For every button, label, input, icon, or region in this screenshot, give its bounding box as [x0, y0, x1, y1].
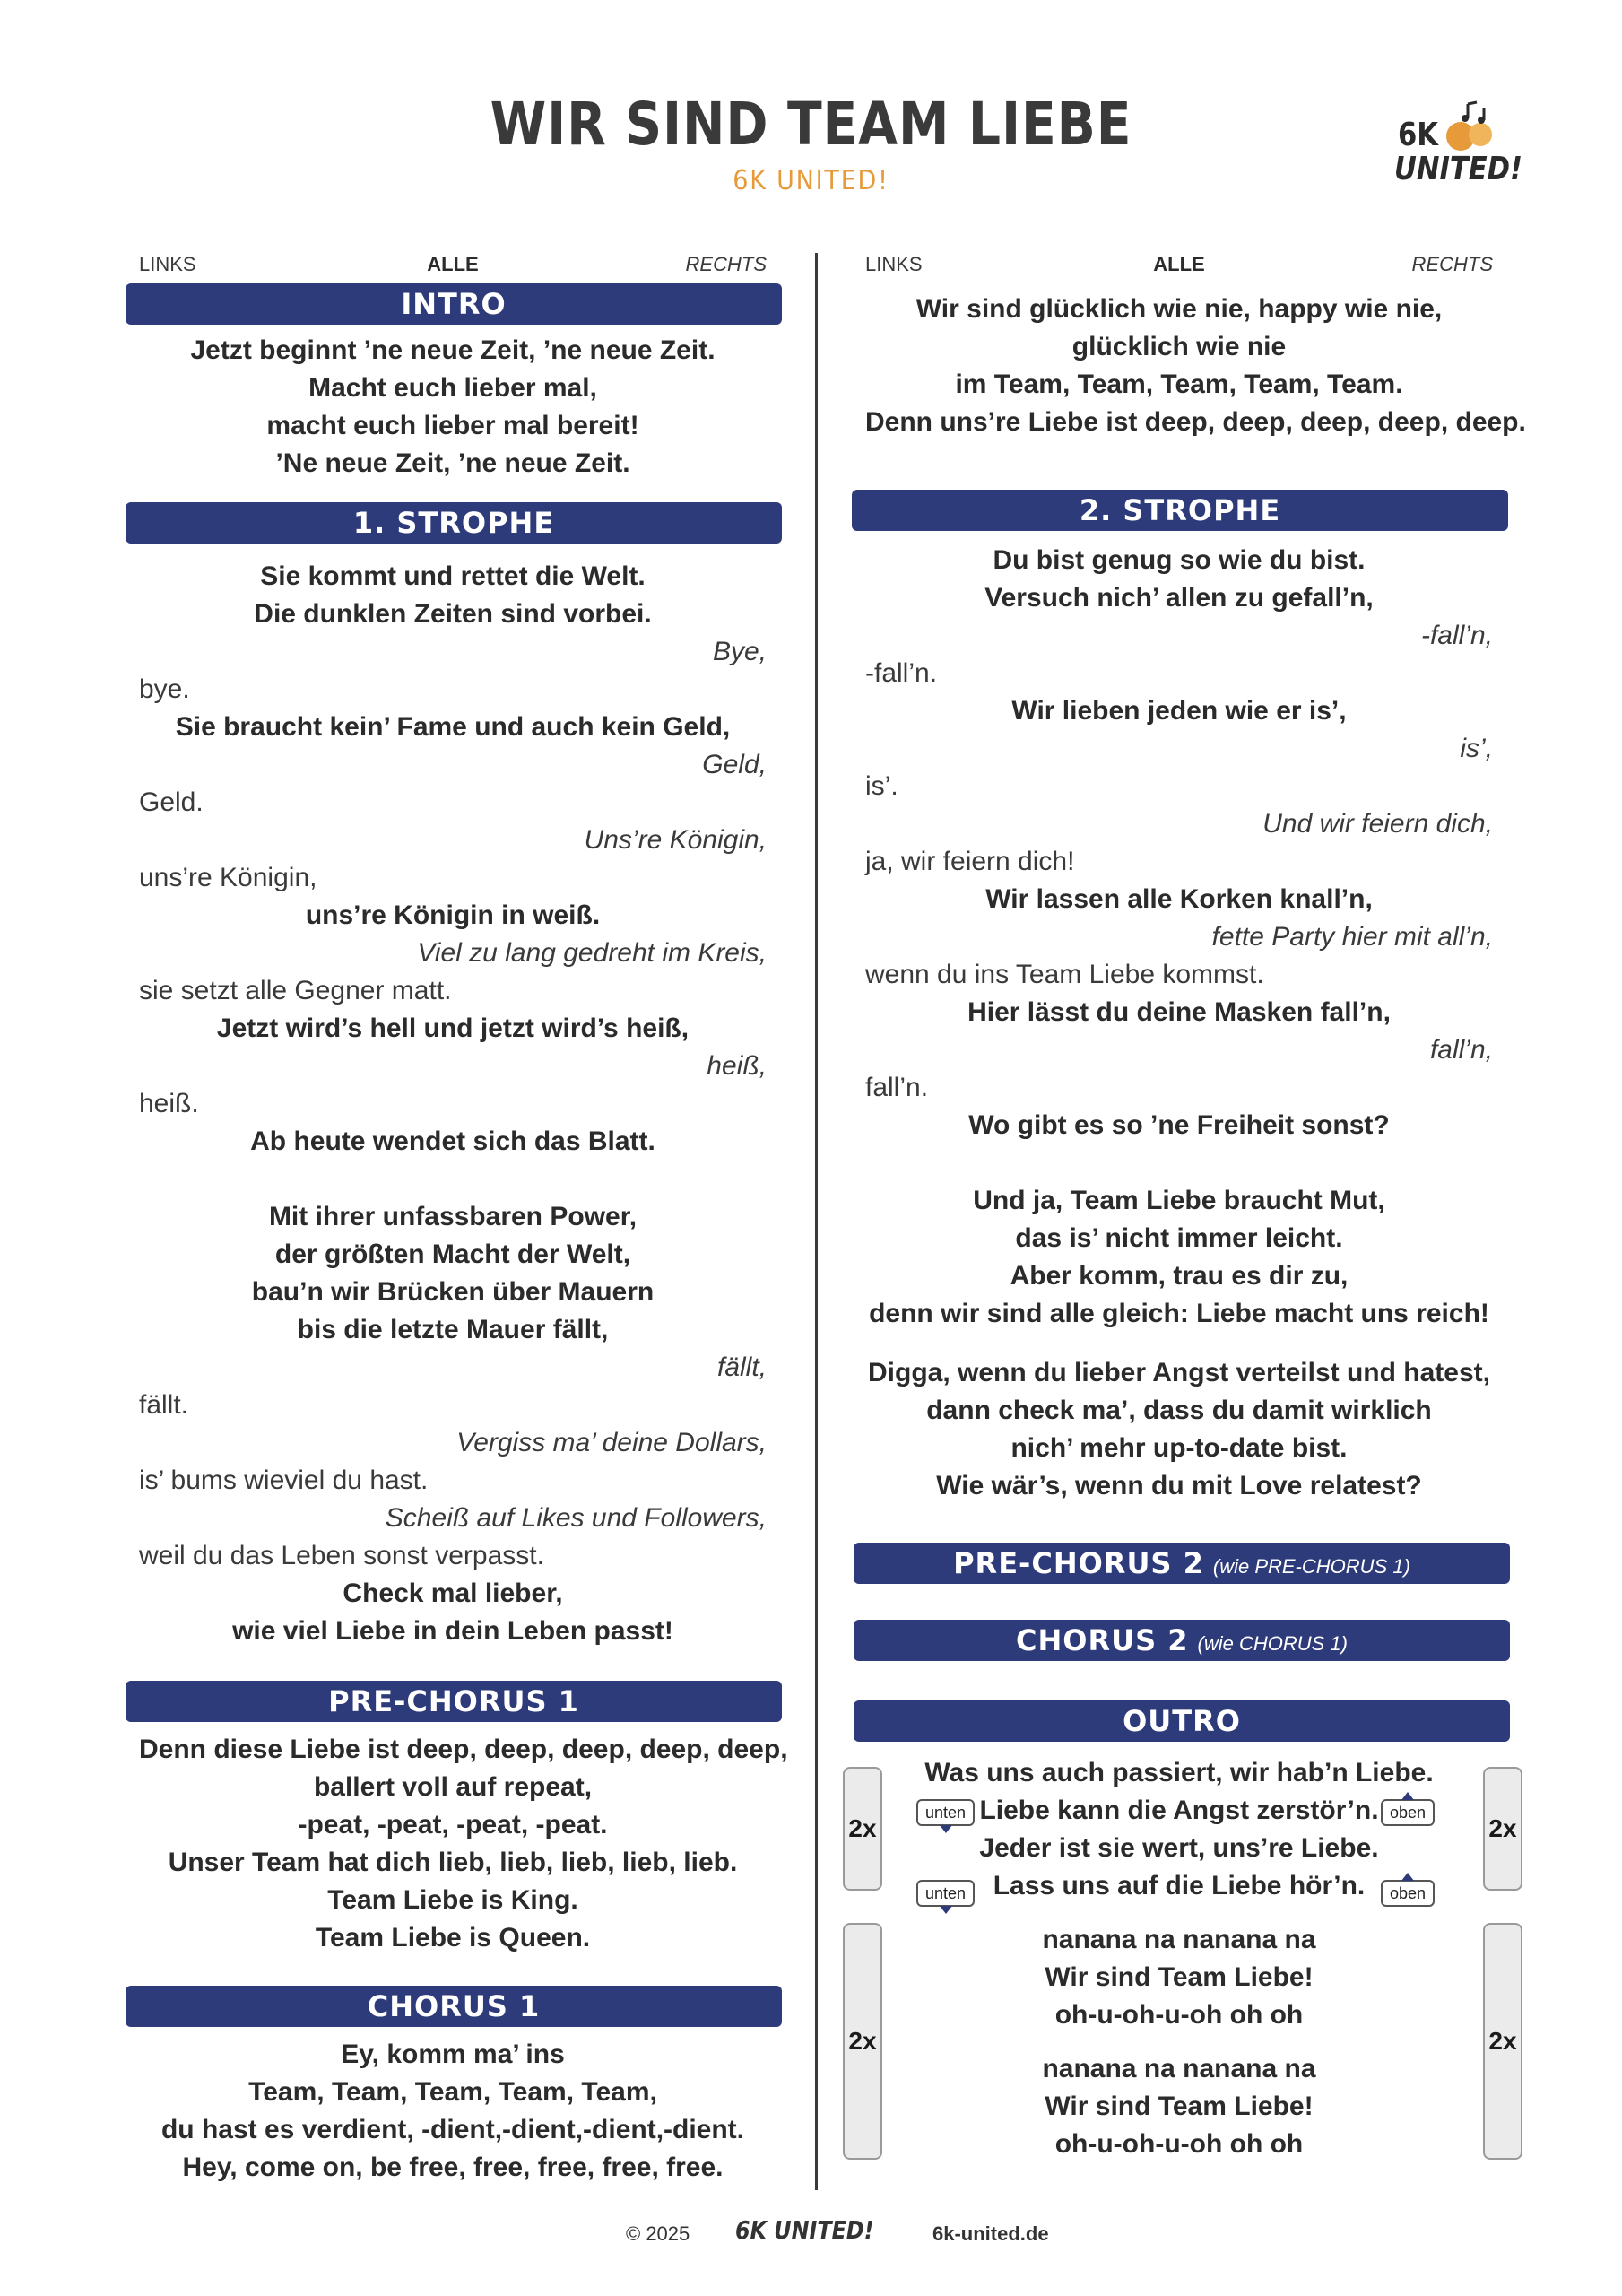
- lyric-line: nanana na nanana na: [1042, 2054, 1316, 2083]
- lyric-line: das is’ nicht immer leicht.: [1015, 1223, 1343, 1253]
- lyric-line: fall’n.: [865, 1073, 929, 1102]
- lyric-line: Ab heute wendet sich das Blatt.: [250, 1126, 655, 1156]
- lyric-line: Denn diese Liebe ist deep, deep, deep, deep, deep,: [139, 1735, 788, 1764]
- lyric-line: Und ja, Team Liebe braucht Mut,: [973, 1186, 1385, 1215]
- brand-logo: [1394, 99, 1522, 188]
- lyric-line: Team Liebe is Queen.: [315, 1923, 591, 1952]
- lyric-line: Check mal lieber,: [343, 1578, 563, 1608]
- lyric-line: der größten Macht der Welt,: [274, 1239, 631, 1269]
- lyric-line: Digga, wenn du lieber Angst verteilst und hatest,: [868, 1358, 1490, 1387]
- lyric-line: fällt.: [139, 1390, 189, 1420]
- arrow-down-icon: [940, 1906, 952, 1914]
- lyric-line: Aber komm, trau es dir zu,: [1010, 1261, 1349, 1291]
- lyric-line: Geld.: [139, 787, 204, 817]
- lyric-line: Wie wär’s, wenn du mit Love relatest?: [936, 1471, 1422, 1500]
- section-note: (wie CHORUS 1): [1197, 1632, 1348, 1655]
- lyric-line: Vergiss ma’ deine Dollars,: [456, 1428, 767, 1457]
- section-title: PRE-CHORUS 2: [953, 1546, 1204, 1580]
- lyric-line: wie viel Liebe in dein Leben passt!: [232, 1616, 673, 1646]
- lyric-line: Jeder ist sie wert, uns’re Liebe.: [979, 1833, 1379, 1863]
- lyric-line: dann check ma’, dass du damit wirklich: [926, 1396, 1432, 1425]
- lyric-line: Wir lassen alle Korken knall’n,: [985, 884, 1373, 914]
- lyric-line: Wir sind glücklich wie nie, happy wie nie,: [915, 294, 1443, 324]
- colhead-alle: ALLE: [427, 253, 479, 275]
- lyric-line: oh-u-oh-u-oh oh oh: [1054, 2000, 1304, 2030]
- lyric-line: ballert voll auf repeat,: [313, 1772, 593, 1802]
- lyric-line: Denn uns’re Liebe ist deep, deep, deep, deep, deep.: [865, 407, 1526, 437]
- section-title: 2. STROPHE: [1079, 493, 1281, 527]
- lyric-line: is’ bums wieviel du hast.: [139, 1465, 429, 1495]
- lyric-line: Lass uns auf die Liebe hör’n.: [993, 1871, 1366, 1900]
- lyric-line: Jetzt wird’s hell und jetzt wird’s heiß,: [216, 1013, 690, 1043]
- lyric-line: Hier lässt du deine Masken fall’n,: [967, 997, 1391, 1027]
- colhead-rechts: RECHTS: [1411, 253, 1493, 275]
- tag-label: oben: [1390, 1804, 1427, 1822]
- lyric-line: Team, Team, Team, Team, Team,: [248, 2077, 657, 2107]
- website-link[interactable]: 6k-united.de: [932, 2222, 1049, 2245]
- lyric-line: Du bist genug so wie du bist.: [993, 545, 1366, 575]
- lyric-line: fall’n,: [1429, 1035, 1493, 1065]
- section-strophe-2: [852, 490, 1508, 531]
- copyright: © 2025: [626, 2222, 690, 2245]
- song-subtitle: 6K UNITED!: [733, 165, 889, 196]
- lyric-line: bis die letzte Mauer fällt,: [297, 1315, 609, 1344]
- repeat-count: 2x: [848, 1814, 877, 1842]
- section-pre-chorus-2: [854, 1543, 1510, 1584]
- song-title: WIR SIND TEAM LIEBE: [490, 90, 1132, 159]
- lyric-line: sie setzt alle Gegner matt.: [139, 976, 452, 1005]
- lyric-line: denn wir sind alle gleich: Liebe macht uns reich!: [869, 1299, 1489, 1328]
- lyric-line: Hey, come on, be free, free, free, free, free.: [182, 2152, 724, 2182]
- lyric-line: bau’n wir Brücken über Mauern: [251, 1277, 655, 1307]
- lyric-line: weil du das Leben sonst verpasst.: [139, 1541, 544, 1570]
- lyric-line: nanana na nanana na: [1042, 1925, 1316, 1954]
- lyric-line: ’Ne neue Zeit, ’ne neue Zeit.: [275, 448, 630, 478]
- lyric-line: -fall’n.: [865, 658, 938, 688]
- section-strophe-1: [126, 502, 782, 544]
- colhead-links: LINKS: [865, 253, 923, 275]
- colhead-rechts: RECHTS: [685, 253, 767, 275]
- colhead-alle: ALLE: [1153, 253, 1205, 275]
- music-note-icon: [1441, 99, 1504, 152]
- lyric-line: Sie kommt und rettet die Welt.: [260, 561, 646, 591]
- lyric-line: Und wir feiern dich,: [1262, 809, 1493, 839]
- lyric-line: du hast es verdient, -dient,-dient,-dient,-dient.: [160, 2115, 745, 2144]
- footer: [0, 2215, 1622, 2251]
- lyric-line: oh-u-oh-u-oh oh oh: [1054, 2129, 1304, 2159]
- lyric-line: -peat, -peat, -peat, -peat.: [298, 1810, 608, 1839]
- lyric-line: Wir lieben jeden wie er is’,: [1011, 696, 1347, 726]
- colhead-links: LINKS: [139, 253, 196, 275]
- lyric-line: Wir sind Team Liebe!: [1045, 2092, 1314, 2121]
- lyric-line: Geld,: [702, 750, 767, 779]
- lyric-line: Scheiß auf Likes und Followers,: [385, 1503, 767, 1533]
- lyric-line: Unser Team hat dich lieb, lieb, lieb, lieb, lieb.: [168, 1848, 738, 1877]
- section-chorus-1: [126, 1986, 782, 2027]
- right-column-head: [865, 253, 1493, 280]
- lyric-line: Uns’re Königin,: [584, 825, 767, 855]
- lyric-line: heiß,: [707, 1051, 767, 1081]
- repeat-count: 2x: [1488, 1814, 1517, 1842]
- column-divider: [815, 253, 818, 2190]
- lyric-line: bye.: [139, 674, 190, 704]
- footer-logo: 6K UNITED!: [735, 2215, 874, 2245]
- lyric-line: uns’re Königin,: [139, 863, 317, 892]
- lyric-line: Was uns auch passiert, wir hab’n Liebe.: [924, 1758, 1434, 1787]
- lyric-line: Wir sind Team Liebe!: [1045, 1962, 1314, 1992]
- section-title: PRE-CHORUS 1: [328, 1684, 579, 1718]
- section-pre-chorus-1: [126, 1681, 782, 1722]
- tag-label: unten: [925, 1884, 967, 1902]
- lyric-line: glücklich wie nie: [1071, 332, 1287, 361]
- lyric-line: nich’ mehr up-to-date bist.: [1010, 1433, 1348, 1463]
- lyric-line: Liebe kann die Angst zerstör’n.: [979, 1796, 1379, 1825]
- section-title: INTRO: [401, 287, 507, 321]
- section-title: CHORUS 2: [1015, 1623, 1189, 1657]
- lyric-line: Versuch nich’ allen zu gefall’n,: [984, 583, 1374, 613]
- tag-label: oben: [1390, 1884, 1427, 1902]
- lyric-line: Team Liebe is King.: [327, 1885, 578, 1915]
- tag-label: unten: [925, 1804, 967, 1822]
- lyric-line: Bye,: [712, 637, 767, 666]
- repeat-count: 2x: [848, 2027, 877, 2055]
- lyric-line: macht euch lieber mal bereit!: [266, 411, 639, 440]
- lyric-line: ja, wir feiern dich!: [865, 847, 1075, 876]
- section-chorus-2: [854, 1620, 1510, 1661]
- logo-text-top: 6K: [1398, 117, 1439, 153]
- lyric-line: Sie braucht kein’ Fame und auch kein Geld,: [175, 712, 731, 742]
- section-title: OUTRO: [1123, 1704, 1241, 1738]
- section-title: 1. STROPHE: [352, 506, 555, 540]
- lyric-line: is’.: [865, 771, 898, 801]
- lyric-line: heiß.: [139, 1089, 199, 1118]
- lyric-line: Macht euch lieber mal,: [308, 373, 597, 403]
- section-note: (wie PRE-CHORUS 1): [1212, 1555, 1410, 1578]
- lyric-line: im Team, Team, Team, Team, Team.: [955, 370, 1403, 399]
- lyric-line: is’,: [1460, 734, 1493, 763]
- section-intro: [126, 283, 782, 325]
- lyric-line: -fall’n,: [1420, 621, 1493, 650]
- left-column-head: [139, 253, 767, 280]
- lyric-line: Jetzt beginnt ’ne neue Zeit, ’ne neue Zeit.: [190, 335, 716, 365]
- lyric-line: Wo gibt es so ’ne Freiheit sonst?: [968, 1110, 1390, 1140]
- lyric-line: Viel zu lang gedreht im Kreis,: [417, 938, 767, 968]
- section-title: CHORUS 1: [367, 1989, 541, 2023]
- lyric-line: fette Party hier mit all’n,: [1211, 922, 1493, 952]
- lyric-line: uns’re Königin in weiß.: [305, 900, 601, 930]
- lyric-line: Die dunklen Zeiten sind vorbei.: [254, 599, 652, 629]
- lyric-line: Ey, komm ma’ ins: [341, 2039, 565, 2069]
- section-outro: [854, 1700, 1510, 1742]
- lyric-line: fällt,: [716, 1352, 767, 1382]
- repeat-count: 2x: [1488, 2027, 1517, 2055]
- lyric-line: Mit ihrer unfassbaren Power,: [268, 1202, 638, 1231]
- lyric-line: wenn du ins Team Liebe kommst.: [865, 960, 1264, 989]
- logo-text-bottom: UNITED!: [1394, 151, 1522, 187]
